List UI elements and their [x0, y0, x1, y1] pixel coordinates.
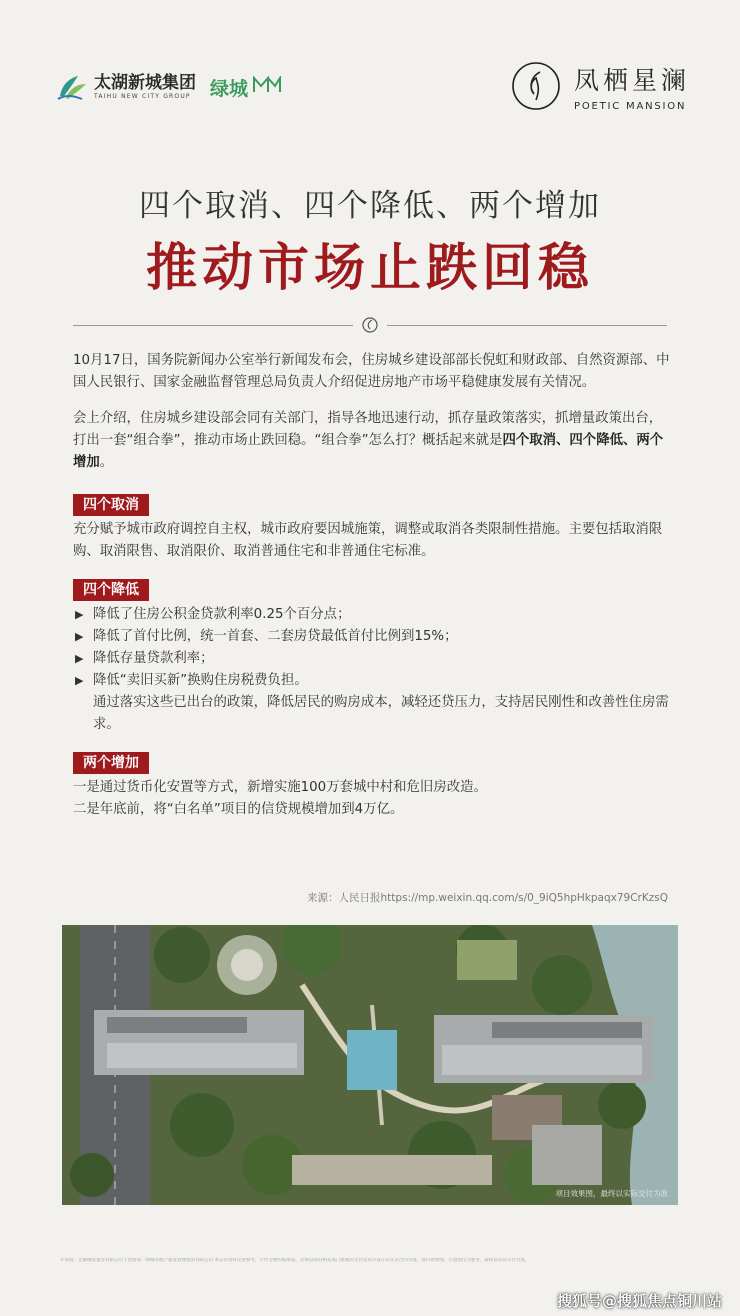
brand-taihu-english: TAIHU NEW CITY GROUP [94, 92, 191, 100]
headline-subtitle: 四个取消、四个降低、两个增加 [139, 188, 601, 224]
triangle-right-icon: ▶ [75, 652, 84, 665]
image-caption: 项目效果图，最终以实际交付为准 [555, 1189, 668, 1198]
divider-line-right [387, 325, 667, 326]
article-summary-paragraph [73, 408, 673, 474]
triangle-right-icon: ▶ [75, 608, 84, 621]
triangle-right-icon: ▶ [75, 630, 84, 643]
taihu-leaf-logo-icon [56, 72, 88, 102]
watermark-text: 搜狐号@搜狐焦点铜川站 [556, 1292, 722, 1310]
ring-swirl-logo-icon [510, 60, 562, 112]
brand-taihu-name: 太湖新城集团 [94, 72, 196, 93]
section-note-four-lower: 通过落实这些已出台的政策，降低居民的购房成本，减轻还贷压力，支持居民刚性和改善性住房需求。 [93, 695, 669, 732]
list-item: ▶ 降低存量贷款利率； [73, 648, 673, 670]
partner-logos [56, 72, 282, 102]
project-logo [510, 60, 690, 112]
source-citation: 来源：人民日报https://mp.weixin.qq.com/s/0_9iQ5hpHkpaqx79CrKzsQ [307, 892, 668, 904]
page-header [0, 0, 740, 140]
section-line-increase-2: 二是年底前，将“白名单”项目的信贷规模增加到4万亿。 [73, 802, 404, 817]
triangle-right-icon: ▶ [75, 674, 84, 687]
lvcheng-mark-icon [252, 76, 282, 98]
footer-fine-print: 开发商：无锡城发置业有限公司 | 营销商：绿城房地产建设管理集团有限公司 本宣传资料仅供参考，不作为要约或承诺，具体以政府相关部门批准的文件及双方签订的买卖合同为准。项目效果图、示意图仅为参考，最终以实际交付为准。 [60, 1258, 530, 1263]
brand-lvcheng [210, 74, 282, 101]
summary-text: 会上介绍，住房城乡建设部会同有关部门，指导各地迅速行动，抓存量政策落实，抓增量政策出台，打出一套“组合拳”，推动市场止跌回稳。“组合拳”怎么打？概括起来就是 [73, 411, 663, 448]
section-list-four-lower [73, 604, 673, 736]
headline-title: 推动市场止跌回稳 [145, 239, 594, 298]
project-name-english: POETIC MANSION [574, 100, 687, 112]
section-body-four-cancel: 充分赋予城市政府调控自主权，城市政府要因城施策，调整或取消各类限制性措施。主要包括取消限购、取消限售、取消限价、取消普通住宅和非普通住宅标准。 [73, 522, 663, 559]
list-item: ▶ 降低“卖旧买新”换购住房税费负担。 [73, 670, 673, 692]
divider-line-left [73, 325, 353, 326]
aerial-rendering-image [62, 925, 678, 1205]
title-divider [73, 325, 667, 326]
section-line-increase-1: 一是通过货币化安置等方式，新增实施100万套城中村和危旧房改造。 [73, 780, 487, 795]
section-heading-four-cancel: 四个取消 [73, 494, 149, 516]
article-body [73, 350, 673, 821]
swirl-ornament-icon [360, 315, 380, 335]
article-intro-paragraph: 10月17日，国务院新闻办公室举行新闻发布会，住房城乡建设部部长倪虹和财政部、自然资源部、中国人民银行、国家金融监督管理总局负责人介绍促进房地产市场平稳健康发展有关情况。 [73, 353, 670, 390]
section-heading-four-lower: 四个降低 [73, 579, 149, 601]
section-heading-two-increase: 两个增加 [73, 752, 149, 774]
project-name-chinese: 凤栖星澜 [574, 65, 691, 95]
summary-end: 。 [99, 455, 114, 470]
list-item: ▶ 降低了住房公积金贷款利率0.25个百分点； [73, 604, 673, 626]
list-item: ▶ 降低了首付比例，统一首套、二套房贷最低首付比例到15%； [73, 626, 673, 648]
summary-highlight: 四个取消、四个降低、两个增加 [73, 433, 664, 470]
brand-lvcheng-name: 绿城 [210, 77, 249, 100]
